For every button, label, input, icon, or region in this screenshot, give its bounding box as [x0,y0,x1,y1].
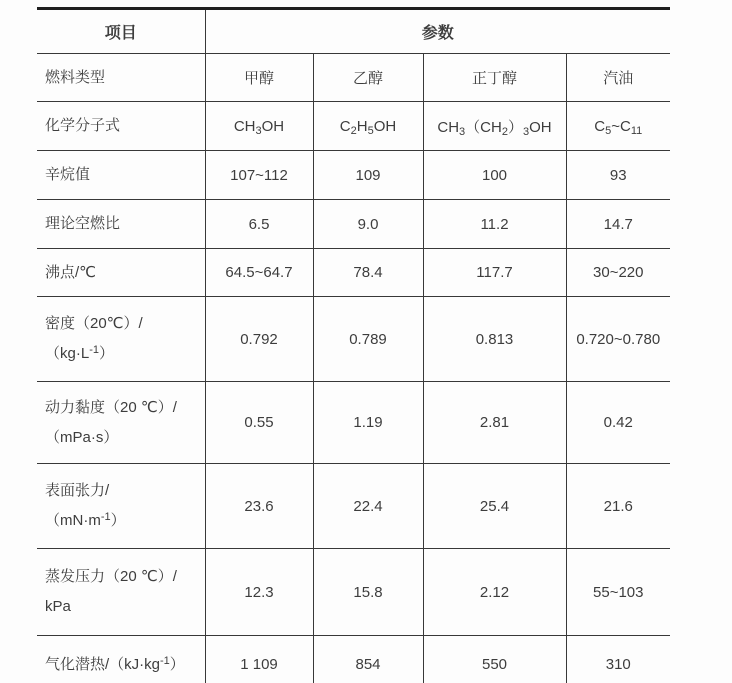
row-value: 11.2 [423,200,566,249]
row-value: 22.4 [313,464,423,549]
table-body [37,54,670,683]
row-value: 550 [423,636,566,683]
row-value: 0.789 [313,297,423,382]
row-value: 乙醇 [313,54,423,102]
row-value: $CH_3(CH_2)_3OH$ [423,102,566,151]
table-row [37,151,670,200]
row-value: 1.19 [313,382,423,464]
row-value: 1 109 [205,636,313,683]
row-value: 25.4 [423,464,566,549]
row-value: $C_5\sim C_{11}$ [566,102,670,151]
row-value: 14.7 [566,200,670,249]
row-label: 辛烷值 [37,151,205,200]
table-row [37,549,670,636]
row-label: 密度（20℃）/ $(kg\cdot L^{-1})$ [37,297,205,382]
row-value: 0.792 [205,297,313,382]
row-value: 0.55 [205,382,313,464]
table-row [37,200,670,249]
row-label: 气化潜热$/(kJ\cdot kg^{-1})$ [37,636,205,683]
row-label: 理论空燃比 [37,200,205,249]
table-row [37,297,670,382]
row-value: 9.0 [313,200,423,249]
row-value: 854 [313,636,423,683]
table-row [37,249,670,297]
row-value: 6.5 [205,200,313,249]
row-value: 0.813 [423,297,566,382]
row-value: 93 [566,151,670,200]
row-label: 表面张力/ $(mN\cdot m^{-1})$ [37,464,205,549]
table-row [37,102,670,151]
row-value: 15.8 [313,549,423,636]
row-value: 23.6 [205,464,313,549]
row-label: 蒸发压力（20 ℃）/ kPa [37,549,205,636]
row-value: 78.4 [313,249,423,297]
row-value: 正丁醇 [423,54,566,102]
row-value: 64.5~64.7 [205,249,313,297]
row-label: 化学分子式 [37,102,205,151]
header-row [37,9,670,54]
header-item-cell: 项目 [37,9,205,54]
row-value: 310 [566,636,670,683]
row-value: 117.7 [423,249,566,297]
row-value: 107~112 [205,151,313,200]
table-row [37,54,670,102]
row-value: 甲醇 [205,54,313,102]
table-row [37,382,670,464]
row-value: 30~220 [566,249,670,297]
fuel-properties-table [37,7,670,683]
row-value: 100 [423,151,566,200]
row-value: 12.3 [205,549,313,636]
row-label: 沸点/℃ [37,249,205,297]
table-row [37,464,670,549]
table-row [37,636,670,683]
row-value: $CH_3OH$ [205,102,313,151]
row-value: 汽油 [566,54,670,102]
row-value: 0.42 [566,382,670,464]
row-value: 109 [313,151,423,200]
row-value: 21.6 [566,464,670,549]
row-value: 2.12 [423,549,566,636]
row-value: 55~103 [566,549,670,636]
row-value: 0.720~0.780 [566,297,670,382]
row-label: 动力黏度（20 ℃）/ （mPa·s） [37,382,205,464]
row-value: 2.81 [423,382,566,464]
row-label: 燃料类型 [37,54,205,102]
row-value: $C_2H_5OH$ [313,102,423,151]
header-params-cell: 参数 [205,9,670,54]
